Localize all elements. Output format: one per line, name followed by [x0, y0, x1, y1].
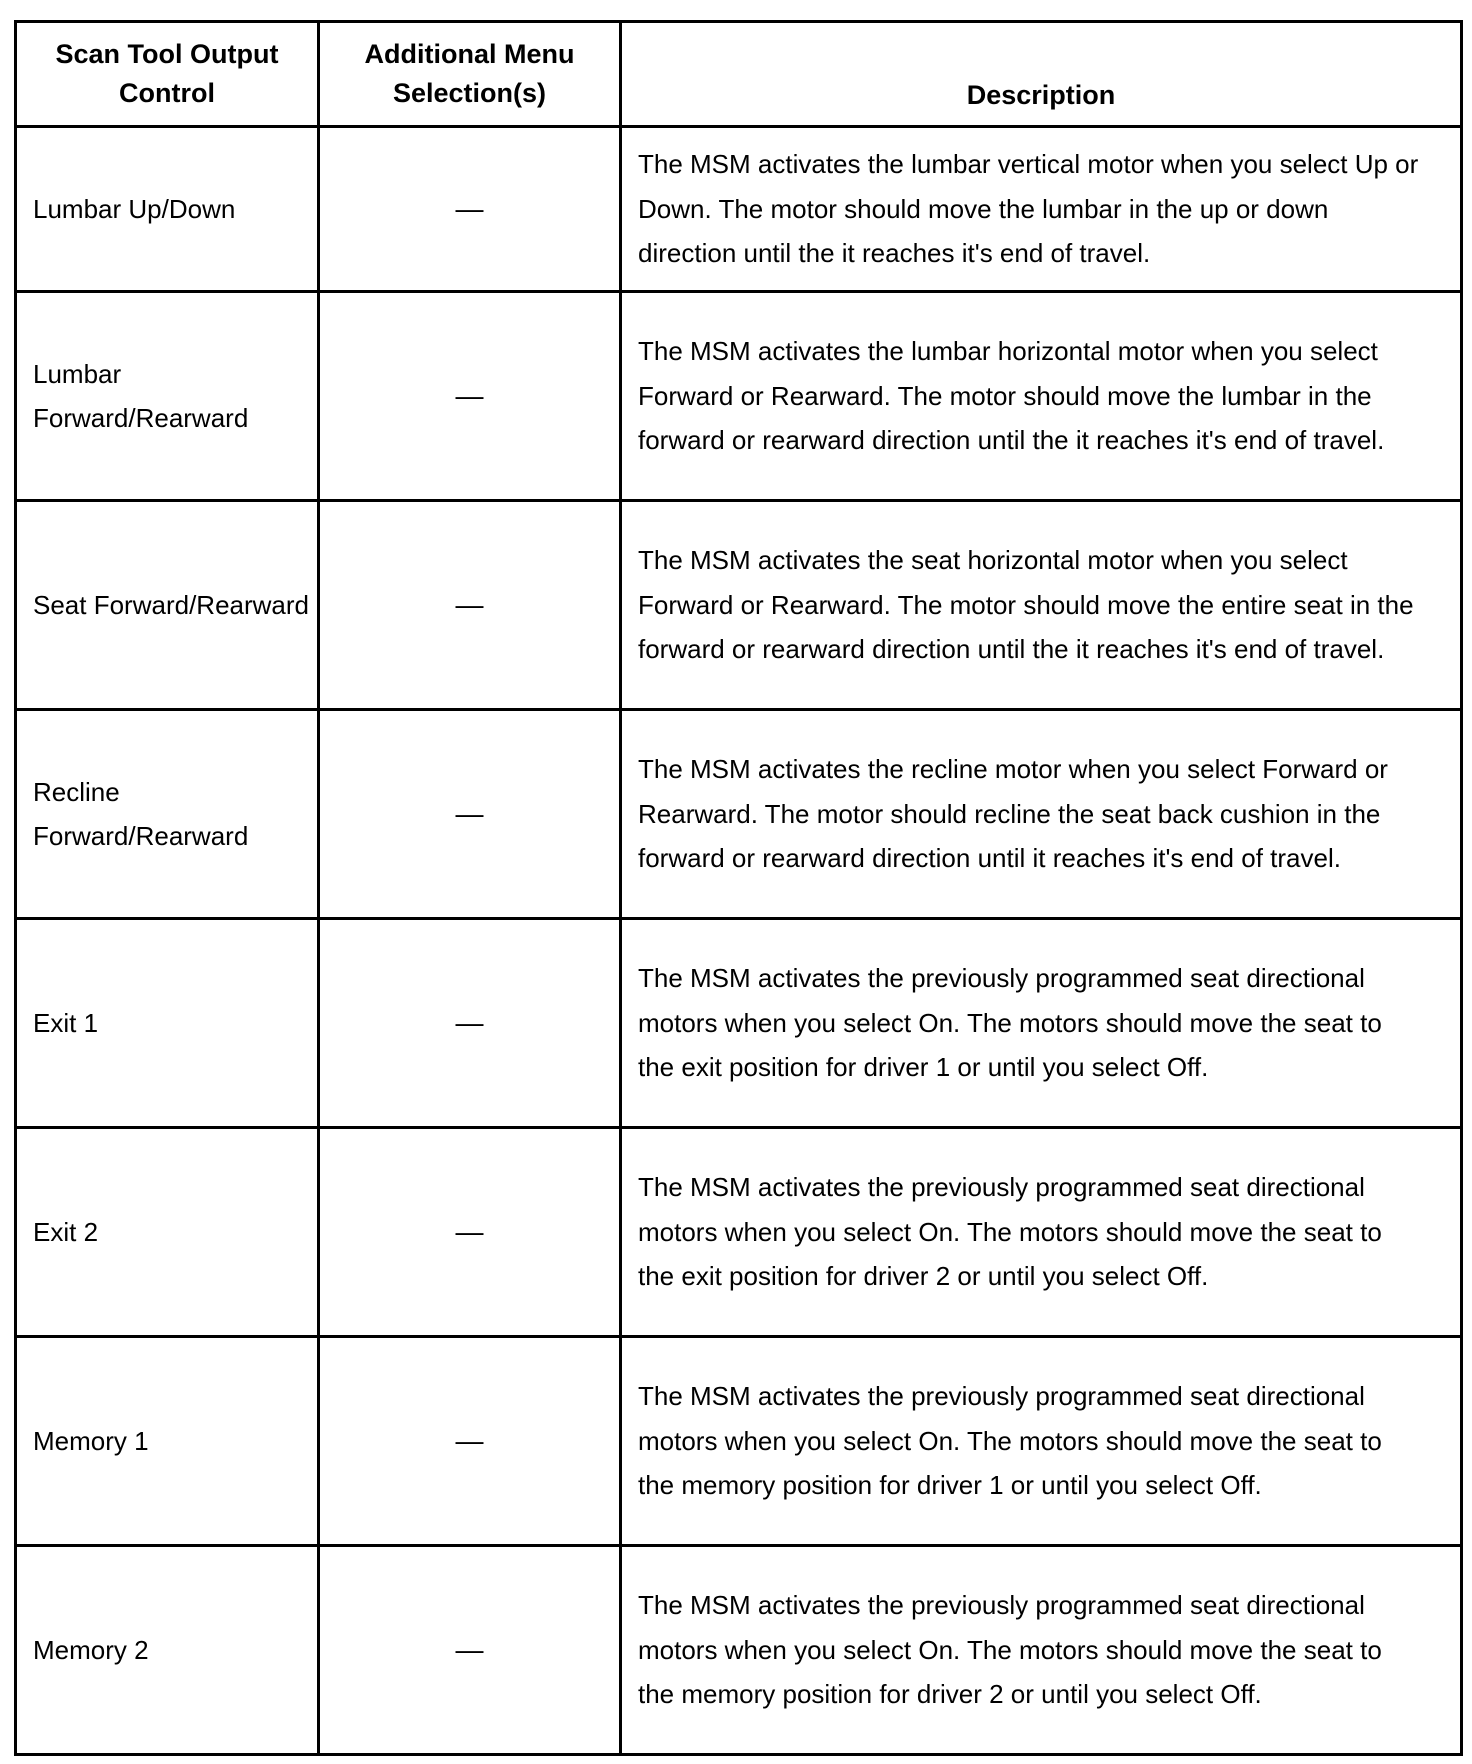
control-cell: Lumbar Up/Down [16, 127, 319, 292]
table-header [16, 22, 1462, 127]
table-row [16, 501, 1462, 710]
menu-value: — [455, 1006, 484, 1038]
description-text: The MSM activates the seat horizontal motor when you select Forward or Rearward. The motor should move the entire seat in the forward or rearward direction until the it reaches it's end of travel. [638, 545, 1414, 665]
header-control: Scan Tool Output Control [16, 22, 319, 127]
table-row [16, 1128, 1462, 1337]
header-row [16, 22, 1462, 127]
menu-cell [319, 1546, 621, 1755]
control-cell: Memory 2 [16, 1546, 319, 1755]
table-row [16, 710, 1462, 919]
table-body [16, 127, 1462, 1755]
menu-cell [319, 127, 621, 292]
menu-cell [319, 501, 621, 710]
menu-value: — [455, 588, 484, 620]
control-cell: Exit 2 [16, 1128, 319, 1337]
description-cell [621, 1546, 1462, 1755]
table-row [16, 1546, 1462, 1755]
description-cell [621, 292, 1462, 501]
description-text: The MSM activates the recline motor when you select Forward or Rearward. The motor should recline the seat back cushion in the forward or rearward direction until it reaches it's end of travel. [638, 754, 1388, 874]
control-cell: Lumbar Forward/Rearward [16, 292, 319, 501]
menu-value: — [455, 1424, 484, 1456]
menu-cell [319, 1128, 621, 1337]
description-text: The MSM activates the lumbar vertical motor when you select Up or Down. The motor should move the lumbar in the up or down direction until the it reaches it's end of travel. [638, 149, 1419, 269]
table-row [16, 1337, 1462, 1546]
menu-value: — [455, 1633, 484, 1665]
description-cell [621, 710, 1462, 919]
description-cell [621, 919, 1462, 1128]
menu-cell [319, 292, 621, 501]
menu-value: — [455, 1215, 484, 1247]
description-text: The MSM activates the previously programmed seat directional motors when you select On. The motors should move the seat to the memory position for driver 2 or until you select Off. [638, 1590, 1382, 1710]
control-cell: Recline Forward/Rearward [16, 710, 319, 919]
menu-value: — [455, 192, 484, 224]
description-cell [621, 1128, 1462, 1337]
table-row [16, 127, 1462, 292]
menu-cell [319, 1337, 621, 1546]
description-text: The MSM activates the previously programmed seat directional motors when you select On. The motors should move the seat to the memory position for driver 1 or until you select Off. [638, 1381, 1382, 1501]
control-cell: Memory 1 [16, 1337, 319, 1546]
description-cell [621, 127, 1462, 292]
menu-value: — [455, 797, 484, 829]
description-text: The MSM activates the previously programmed seat directional motors when you select On. The motors should move the seat to the exit position for driver 1 or until you select Off. [638, 963, 1382, 1083]
header-description: Description [621, 22, 1462, 127]
description-text: The MSM activates the lumbar horizontal motor when you select Forward or Rearward. The motor should move the lumbar in the forward or rearward direction until the it reaches it's end of travel. [638, 336, 1385, 456]
output-control-table [14, 20, 1463, 1756]
table-row [16, 919, 1462, 1128]
description-text: The MSM activates the previously programmed seat directional motors when you select On. The motors should move the seat to the exit position for driver 2 or until you select Off. [638, 1172, 1382, 1292]
control-cell: Exit 1 [16, 919, 319, 1128]
menu-value: — [455, 379, 484, 411]
description-cell [621, 1337, 1462, 1546]
table-row [16, 292, 1462, 501]
menu-cell [319, 919, 621, 1128]
menu-cell [319, 710, 621, 919]
control-cell: Seat Forward/Rearward [16, 501, 319, 710]
header-menu: Additional Menu Selection(s) [319, 22, 621, 127]
description-cell [621, 501, 1462, 710]
